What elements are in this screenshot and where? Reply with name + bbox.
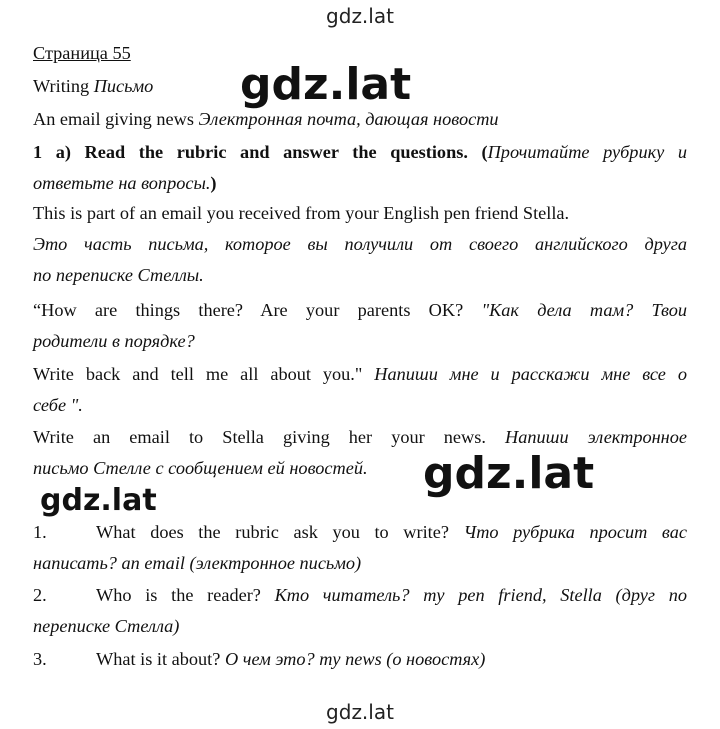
item-1-number: 1. <box>33 522 47 542</box>
task-ru-part2: ответьте на вопросы. <box>33 173 211 193</box>
list-item <box>33 586 687 604</box>
item-3-number: 3. <box>33 649 47 669</box>
item-3-answer: О чем это? my news (о новостях) <box>224 649 486 669</box>
quote-2-en: Write back and tell me all about you." <box>33 364 363 384</box>
watermark-bottom: gdz.lat <box>326 700 394 724</box>
task-paren-open: ( <box>481 142 488 162</box>
paragraph-1-en: This is part of an email you received from your English pen friend Stella. <box>33 203 570 223</box>
quote-1-line1 <box>33 301 687 319</box>
task-paren-close: ) <box>210 173 217 193</box>
task-heading-line2 <box>33 174 217 192</box>
section-en: Writing <box>33 76 90 96</box>
item-1-answer: Что рубрика просит вас <box>463 522 688 542</box>
task-ru-part1: Прочитайте рубрику и <box>487 142 687 162</box>
watermark-large-1: gdz.lat <box>240 59 412 110</box>
watermark-top: gdz.lat <box>326 4 394 28</box>
subsection-ru: Электронная почта, дающая новости <box>198 109 499 129</box>
list-item-continuation: написать? an email (электронное письмо) <box>33 553 362 573</box>
quote-1-ru: "Как дела там? Твои <box>481 300 687 320</box>
list-item-continuation: переписке Стелла) <box>33 616 180 636</box>
item-3-question: What is it about? <box>96 649 221 669</box>
paragraph-2-line2: письмо Стелле с сообщением ей новостей. <box>33 458 368 478</box>
page-title: Страница 55 <box>33 43 131 63</box>
subsection-heading <box>33 110 499 128</box>
item-2-question: Who is the reader? <box>96 585 261 605</box>
quote-2-line1 <box>33 365 687 383</box>
list-item <box>33 650 485 668</box>
quote-2-ru: Напиши мне и расскажи мне все о <box>374 364 687 384</box>
task-instruction: 1 a) Read the rubric and answer the questions. <box>33 142 468 162</box>
paragraph-2-ru: Напиши электронное <box>505 427 687 447</box>
paragraph-2-en: Write an email to Stella giving her your news. <box>33 427 486 447</box>
section-heading <box>33 77 153 95</box>
paragraph-1-ru-line1: Это часть письма, которое вы получили от своего английского друга <box>33 234 687 254</box>
paragraph-1-ru-line2: по переписке Стеллы. <box>33 265 204 285</box>
quote-1-line2: родители в порядке? <box>33 331 195 351</box>
item-2-answer: Кто читатель? my pen friend, Stella (друг по <box>274 585 688 605</box>
item-1-question: What does the rubric ask you to write? <box>96 522 449 542</box>
task-heading-line1 <box>33 143 687 161</box>
section-ru: Письмо <box>93 76 154 96</box>
item-2-number: 2. <box>33 585 47 605</box>
watermark-large-2: gdz.lat <box>423 448 595 499</box>
subsection-en: An email giving news <box>33 109 194 129</box>
watermark-large-3: gdz.lat <box>40 483 157 518</box>
list-item <box>33 523 687 541</box>
quote-1-en: “How are things there? Are your parents OK? <box>33 300 464 320</box>
paragraph-2-line1 <box>33 428 687 446</box>
quote-2-line2: себе ". <box>33 395 83 415</box>
